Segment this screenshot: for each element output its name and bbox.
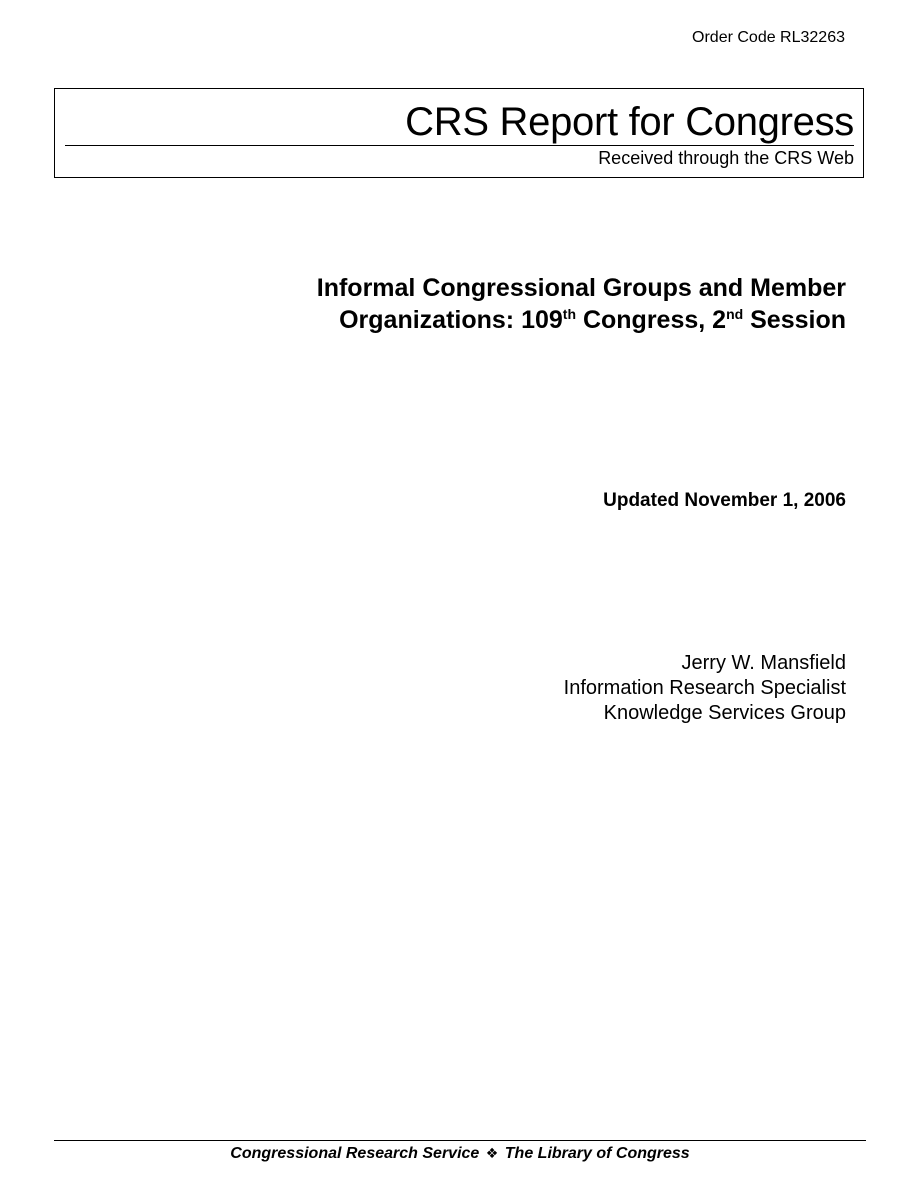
author-name: Jerry W. Mansfield xyxy=(681,652,846,674)
order-code: Order Code RL32263 xyxy=(692,29,845,46)
title-superscript-nd: nd xyxy=(726,306,744,322)
title-part-a: Organizations: 109 xyxy=(339,306,563,334)
author-block xyxy=(564,651,846,726)
diamond-separator-icon: ❖ xyxy=(485,1145,499,1161)
report-title-line-2 xyxy=(206,304,846,336)
title-part-c: Session xyxy=(743,306,846,334)
header-title: CRS Report for Congress xyxy=(405,100,854,144)
title-superscript-th: th xyxy=(562,306,576,322)
report-header-box xyxy=(54,88,864,178)
author-position: Information Research Specialist xyxy=(563,677,846,699)
header-divider xyxy=(65,145,854,146)
footer-left: Congressional Research Service xyxy=(230,1145,480,1162)
footer xyxy=(0,1143,920,1164)
title-part-b: Congress, 2 xyxy=(576,306,727,334)
report-title-line-1: Informal Congressional Groups and Member xyxy=(316,274,846,302)
header-subtitle: Received through the CRS Web xyxy=(598,148,854,168)
footer-right: The Library of Congress xyxy=(504,1145,690,1162)
author-group: Knowledge Services Group xyxy=(603,702,846,724)
footer-divider xyxy=(54,1140,866,1141)
report-title xyxy=(206,272,846,336)
updated-date: Updated November 1, 2006 xyxy=(603,490,846,511)
